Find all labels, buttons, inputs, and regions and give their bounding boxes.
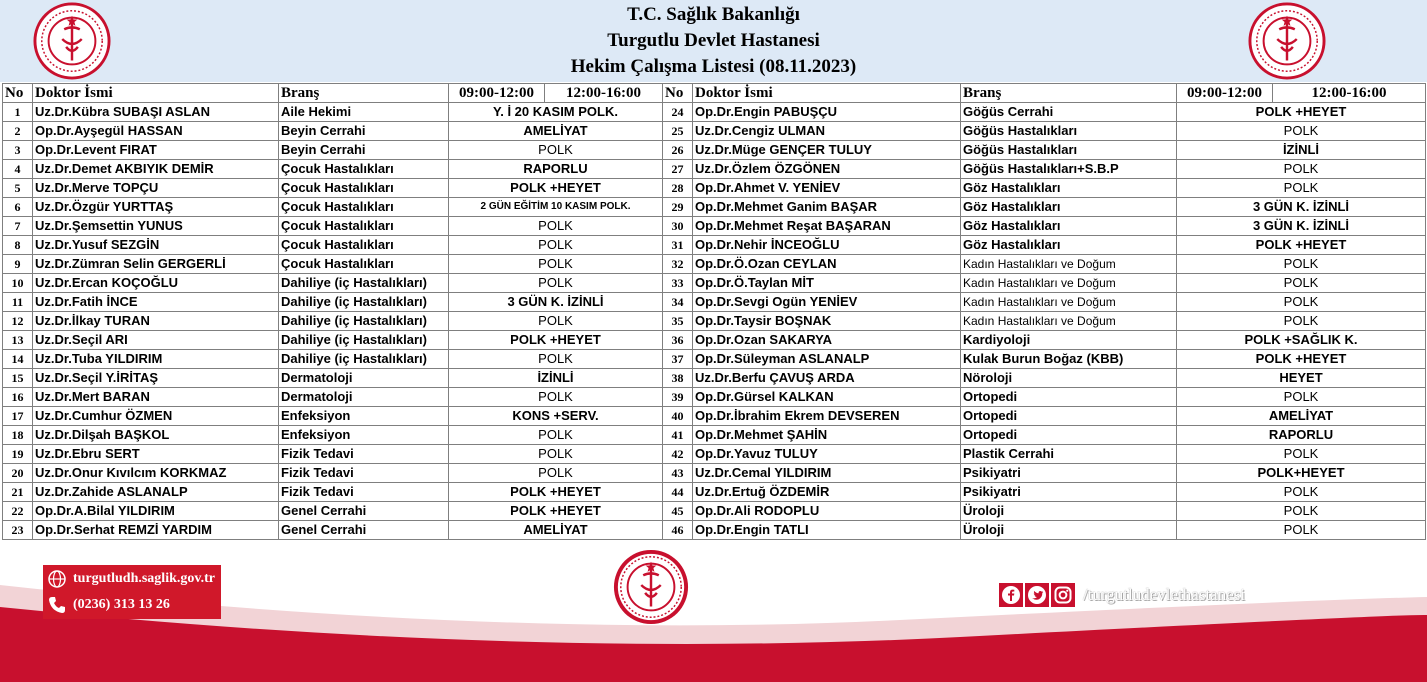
doctor-name: Uz.Dr.Seçil Y.İRİTAŞ	[33, 369, 279, 388]
schedule-status: POLK	[1177, 502, 1426, 521]
contact-box	[43, 565, 221, 619]
table-row	[3, 483, 1426, 502]
doctor-name: Op.Dr.Ö.Taylan MİT	[693, 274, 961, 293]
row-number: 13	[3, 331, 33, 350]
globe-icon	[47, 569, 67, 589]
doctor-name: Uz.Dr.Şemsettin YUNUS	[33, 217, 279, 236]
social-links	[999, 583, 1245, 607]
branch-name: Kadın Hastalıkları ve Doğum	[961, 255, 1177, 274]
website-link[interactable]: turgutludh.saglik.gov.tr	[73, 571, 215, 586]
doctor-name: Uz.Dr.Tuba YILDIRIM	[33, 350, 279, 369]
doctor-name: Uz.Dr.Özgür YURTTAŞ	[33, 198, 279, 217]
title-ministry: T.C. Sağlık Bakanlığı	[627, 4, 800, 25]
doctor-name: Uz.Dr.Özlem ÖZGÖNEN	[693, 160, 961, 179]
row-number: 46	[663, 521, 693, 540]
branch-name: Dahiliye (iç Hastalıkları)	[279, 274, 449, 293]
doctor-name: Uz.Dr.Zahide ASLANALP	[33, 483, 279, 502]
branch-name: Göz Hastalıkları	[961, 179, 1177, 198]
row-number: 2	[3, 122, 33, 141]
doctor-name: Op.Dr.Levent FIRAT	[33, 141, 279, 160]
branch-name: Genel Cerrahi	[279, 521, 449, 540]
table-row	[3, 426, 1426, 445]
ministry-seal-icon	[612, 548, 690, 626]
table-row	[3, 217, 1426, 236]
doctor-name: Uz.Dr.İlkay TURAN	[33, 312, 279, 331]
branch-name: Kardiyoloji	[961, 331, 1177, 350]
branch-name: Fizik Tedavi	[279, 445, 449, 464]
row-number: 33	[663, 274, 693, 293]
schedule-status: POLK	[449, 236, 663, 255]
branch-name: Aile Hekimi	[279, 103, 449, 122]
schedule-status: POLK	[1177, 122, 1426, 141]
title-list: Hekim Çalışma Listesi (08.11.2023)	[570, 56, 857, 77]
row-number: 39	[663, 388, 693, 407]
doctor-name: Uz.Dr.Mert BARAN	[33, 388, 279, 407]
row-number: 40	[663, 407, 693, 426]
row-number: 20	[3, 464, 33, 483]
table-row	[3, 331, 1426, 350]
facebook-button[interactable]	[999, 583, 1023, 607]
row-number: 5	[3, 179, 33, 198]
row-number: 6	[3, 198, 33, 217]
branch-name: Ortopedi	[961, 388, 1177, 407]
col-afternoon: 12:00-16:00	[1273, 84, 1426, 103]
schedule-status: POLK +HEYET	[449, 179, 663, 198]
schedule-status: Y. İ 20 KASIM POLK.	[449, 103, 663, 122]
branch-name: Çocuk Hastalıkları	[279, 198, 449, 217]
row-number: 25	[663, 122, 693, 141]
doctor-name: Op.Dr.Süleyman ASLANALP	[693, 350, 961, 369]
schedule-status: POLK	[1177, 312, 1426, 331]
twitter-button[interactable]	[1025, 583, 1049, 607]
branch-name: Çocuk Hastalıkları	[279, 217, 449, 236]
schedule-status: POLK+HEYET	[1177, 464, 1426, 483]
schedule-status: İZİNLİ	[1177, 141, 1426, 160]
col-doctor: Doktor İsmi	[693, 84, 961, 103]
row-number: 38	[663, 369, 693, 388]
col-branch: Branş	[279, 84, 449, 103]
schedule-status: AMELİYAT	[449, 521, 663, 540]
schedule-status: POLK +HEYET	[449, 502, 663, 521]
branch-name: Çocuk Hastalıkları	[279, 179, 449, 198]
branch-name: Çocuk Hastalıkları	[279, 236, 449, 255]
row-number: 4	[3, 160, 33, 179]
branch-name: Dahiliye (iç Hastalıkları)	[279, 350, 449, 369]
branch-name: Göğüs Hastalıkları	[961, 141, 1177, 160]
branch-name: Kadın Hastalıkları ve Doğum	[961, 293, 1177, 312]
schedule-status: 3 GÜN K. İZİNLİ	[1177, 198, 1426, 217]
doctor-name: Uz.Dr.Cumhur ÖZMEN	[33, 407, 279, 426]
row-number: 15	[3, 369, 33, 388]
table-row	[3, 179, 1426, 198]
table-row	[3, 369, 1426, 388]
row-number: 9	[3, 255, 33, 274]
row-number: 23	[3, 521, 33, 540]
row-number: 35	[663, 312, 693, 331]
doctor-name: Uz.Dr.Seçil ARI	[33, 331, 279, 350]
branch-name: Göz Hastalıkları	[961, 217, 1177, 236]
branch-name: Göz Hastalıkları	[961, 236, 1177, 255]
schedule-status: POLK	[1177, 445, 1426, 464]
doctor-name: Uz.Dr.Yusuf SEZGİN	[33, 236, 279, 255]
doctor-name: Uz.Dr.Berfu ÇAVUŞ ARDA	[693, 369, 961, 388]
branch-name: Fizik Tedavi	[279, 483, 449, 502]
row-number: 37	[663, 350, 693, 369]
schedule-status: POLK	[449, 464, 663, 483]
doctor-name: Uz.Dr.Zümran Selin GERGERLİ	[33, 255, 279, 274]
table-row	[3, 103, 1426, 122]
ministry-seal-icon	[1248, 2, 1326, 80]
branch-name: Üroloji	[961, 502, 1177, 521]
row-number: 8	[3, 236, 33, 255]
row-number: 41	[663, 426, 693, 445]
row-number: 42	[663, 445, 693, 464]
doctor-name: Op.Dr.Mehmet Ganim BAŞAR	[693, 198, 961, 217]
phone-icon	[47, 595, 67, 615]
schedule-table	[2, 83, 1425, 545]
schedule-status: POLK	[449, 255, 663, 274]
doctor-name: Op.Dr.Engin TATLI	[693, 521, 961, 540]
branch-name: Ortopedi	[961, 426, 1177, 445]
schedule-status: POLK +HEYET	[1177, 350, 1426, 369]
schedule-status: AMELİYAT	[449, 122, 663, 141]
row-number: 22	[3, 502, 33, 521]
table-row	[3, 274, 1426, 293]
row-number: 24	[663, 103, 693, 122]
table-row	[3, 388, 1426, 407]
doctor-name: Uz.Dr.Ebru SERT	[33, 445, 279, 464]
doctor-name: Uz.Dr.Kübra SUBAŞI ASLAN	[33, 103, 279, 122]
branch-name: Üroloji	[961, 521, 1177, 540]
schedule-status: POLK	[449, 217, 663, 236]
schedule-status: RAPORLU	[1177, 426, 1426, 445]
schedule-status: POLK +HEYET	[449, 483, 663, 502]
branch-name: Kadın Hastalıkları ve Doğum	[961, 274, 1177, 293]
branch-name: Göğüs Hastalıkları	[961, 122, 1177, 141]
table-row	[3, 160, 1426, 179]
branch-name: Beyin Cerrahi	[279, 122, 449, 141]
row-number: 16	[3, 388, 33, 407]
row-number: 30	[663, 217, 693, 236]
branch-name: Dahiliye (iç Hastalıkları)	[279, 293, 449, 312]
doctor-name: Op.Dr.Mehmet ŞAHİN	[693, 426, 961, 445]
doctor-name: Op.Dr.Mehmet Reşat BAŞARAN	[693, 217, 961, 236]
social-handle[interactable]: /turgutludevlethastanesi	[1083, 585, 1246, 604]
schedule-status: RAPORLU	[449, 160, 663, 179]
schedule-status: POLK	[1177, 274, 1426, 293]
schedule-status: POLK	[1177, 521, 1426, 540]
schedule-status: POLK	[449, 388, 663, 407]
table-row	[3, 236, 1426, 255]
row-number: 26	[663, 141, 693, 160]
schedule-status: POLK	[1177, 160, 1426, 179]
row-number: 12	[3, 312, 33, 331]
table-row	[3, 502, 1426, 521]
twitter-icon	[1027, 585, 1047, 605]
row-number: 31	[663, 236, 693, 255]
table-row	[3, 350, 1426, 369]
row-number: 14	[3, 350, 33, 369]
schedule-status: POLK	[1177, 388, 1426, 407]
row-number: 36	[663, 331, 693, 350]
doctor-name: Op.Dr.Ali RODOPLU	[693, 502, 961, 521]
doctor-name: Op.Dr.Sevgi Ogün YENİEV	[693, 293, 961, 312]
schedule-status: HEYET	[1177, 369, 1426, 388]
doctor-name: Op.Dr.Nehir İNCEOĞLU	[693, 236, 961, 255]
schedule-status: AMELİYAT	[1177, 407, 1426, 426]
doctor-name: Uz.Dr.Fatih İNCE	[33, 293, 279, 312]
schedule-status: POLK	[1177, 255, 1426, 274]
doctor-name: Uz.Dr.Ertuğ ÖZDEMİR	[693, 483, 961, 502]
branch-name: Psikiyatri	[961, 464, 1177, 483]
facebook-icon	[1001, 585, 1021, 605]
row-number: 34	[663, 293, 693, 312]
table-row	[3, 293, 1426, 312]
doctor-name: Uz.Dr.Cemal YILDIRIM	[693, 464, 961, 483]
branch-name: Kulak Burun Boğaz (KBB)	[961, 350, 1177, 369]
branch-name: Göğüs Hastalıkları+S.B.P	[961, 160, 1177, 179]
row-number: 1	[3, 103, 33, 122]
schedule-status: POLK	[449, 312, 663, 331]
row-number: 17	[3, 407, 33, 426]
branch-name: Çocuk Hastalıkları	[279, 160, 449, 179]
col-branch: Branş	[961, 84, 1177, 103]
row-number: 32	[663, 255, 693, 274]
schedule-status: POLK	[449, 274, 663, 293]
col-afternoon: 12:00-16:00	[545, 84, 663, 103]
doctor-name: Op.Dr.Gürsel KALKAN	[693, 388, 961, 407]
table-row	[3, 255, 1426, 274]
schedule-status: 3 GÜN K. İZİNLİ	[1177, 217, 1426, 236]
doctor-name: Op.Dr.Ahmet V. YENİEV	[693, 179, 961, 198]
schedule-status: İZİNLİ	[449, 369, 663, 388]
doctor-name: Op.Dr.Taysir BOŞNAK	[693, 312, 961, 331]
schedule-status: POLK +HEYET	[1177, 236, 1426, 255]
row-number: 7	[3, 217, 33, 236]
doctor-name: Uz.Dr.Dilşah BAŞKOL	[33, 426, 279, 445]
branch-name: Beyin Cerrahi	[279, 141, 449, 160]
branch-name: Enfeksiyon	[279, 407, 449, 426]
col-doctor: Doktor İsmi	[33, 84, 279, 103]
table-row	[3, 122, 1426, 141]
branch-name: Kadın Hastalıkları ve Doğum	[961, 312, 1177, 331]
schedule-status: POLK	[1177, 293, 1426, 312]
schedule-status: POLK +SAĞLIK K.	[1177, 331, 1426, 350]
row-number: 29	[663, 198, 693, 217]
branch-name: Dermatoloji	[279, 369, 449, 388]
table-row	[3, 464, 1426, 483]
phone-number[interactable]: (0236) 313 13 26	[73, 597, 170, 612]
schedule-status: POLK +HEYET	[1177, 103, 1426, 122]
branch-name: Dahiliye (iç Hastalıkları)	[279, 312, 449, 331]
branch-name: Psikiyatri	[961, 483, 1177, 502]
table-row	[3, 407, 1426, 426]
row-number: 28	[663, 179, 693, 198]
schedule-status: POLK +HEYET	[449, 331, 663, 350]
header	[0, 0, 1427, 82]
branch-name: Göz Hastalıkları	[961, 198, 1177, 217]
phone-row[interactable]	[43, 594, 170, 616]
schedule-status: POLK	[449, 141, 663, 160]
doctor-name: Op.Dr.A.Bilal YILDIRIM	[33, 502, 279, 521]
table-row	[3, 312, 1426, 331]
schedule-status: POLK	[449, 445, 663, 464]
col-no: No	[3, 84, 33, 103]
row-number: 43	[663, 464, 693, 483]
doctor-name: Op.Dr.Ayşegül HASSAN	[33, 122, 279, 141]
table-row	[3, 198, 1426, 217]
branch-name: Göğüs Cerrahi	[961, 103, 1177, 122]
doctor-name: Uz.Dr.Cengiz ULMAN	[693, 122, 961, 141]
doctor-name: Op.Dr.Yavuz TULUY	[693, 445, 961, 464]
row-number: 3	[3, 141, 33, 160]
col-morning: 09:00-12:00	[1177, 84, 1273, 103]
doctor-name: Op.Dr.Ozan SAKARYA	[693, 331, 961, 350]
table-header-row	[3, 84, 1426, 103]
instagram-icon	[1053, 585, 1073, 605]
doctor-name: Uz.Dr.Merve TOPÇU	[33, 179, 279, 198]
schedule-status: KONS +SERV.	[449, 407, 663, 426]
row-number: 27	[663, 160, 693, 179]
title-block	[0, 2, 1427, 80]
row-number: 45	[663, 502, 693, 521]
row-number: 18	[3, 426, 33, 445]
schedule-status: POLK	[449, 426, 663, 445]
instagram-button[interactable]	[1051, 583, 1075, 607]
doctor-name: Uz.Dr.Müge GENÇER TULUY	[693, 141, 961, 160]
branch-name: Dahiliye (iç Hastalıkları)	[279, 331, 449, 350]
title-hospital: Turgutlu Devlet Hastanesi	[607, 30, 820, 51]
row-number: 10	[3, 274, 33, 293]
branch-name: Fizik Tedavi	[279, 464, 449, 483]
schedule-status: 3 GÜN K. İZİNLİ	[449, 293, 663, 312]
table-row	[3, 445, 1426, 464]
schedule-status: POLK	[449, 350, 663, 369]
row-number: 21	[3, 483, 33, 502]
branch-name: Nöroloji	[961, 369, 1177, 388]
doctor-name: Op.Dr.Serhat REMZİ YARDIM	[33, 521, 279, 540]
col-no: No	[663, 84, 693, 103]
branch-name: Ortopedi	[961, 407, 1177, 426]
table-row	[3, 141, 1426, 160]
doctor-name: Op.Dr.Engin PABUŞÇU	[693, 103, 961, 122]
row-number: 19	[3, 445, 33, 464]
branch-name: Dermatoloji	[279, 388, 449, 407]
row-number: 44	[663, 483, 693, 502]
branch-name: Plastik Cerrahi	[961, 445, 1177, 464]
col-morning: 09:00-12:00	[449, 84, 545, 103]
table-row	[3, 521, 1426, 540]
row-number: 11	[3, 293, 33, 312]
branch-name: Çocuk Hastalıkları	[279, 255, 449, 274]
doctor-name: Op.Dr.İbrahim Ekrem DEVSEREN	[693, 407, 961, 426]
branch-name: Enfeksiyon	[279, 426, 449, 445]
doctor-name: Uz.Dr.Onur Kıvılcım KORKMAZ	[33, 464, 279, 483]
doctor-name: Uz.Dr.Demet AKBIYIK DEMİR	[33, 160, 279, 179]
schedule-status: 2 GÜN EĞİTİM 10 KASIM POLK.	[449, 198, 663, 217]
doctor-name: Op.Dr.Ö.Ozan CEYLAN	[693, 255, 961, 274]
schedule-status: POLK	[1177, 179, 1426, 198]
website-row[interactable]	[43, 568, 215, 590]
schedule-status: POLK	[1177, 483, 1426, 502]
doctor-name: Uz.Dr.Ercan KOÇOĞLU	[33, 274, 279, 293]
branch-name: Genel Cerrahi	[279, 502, 449, 521]
